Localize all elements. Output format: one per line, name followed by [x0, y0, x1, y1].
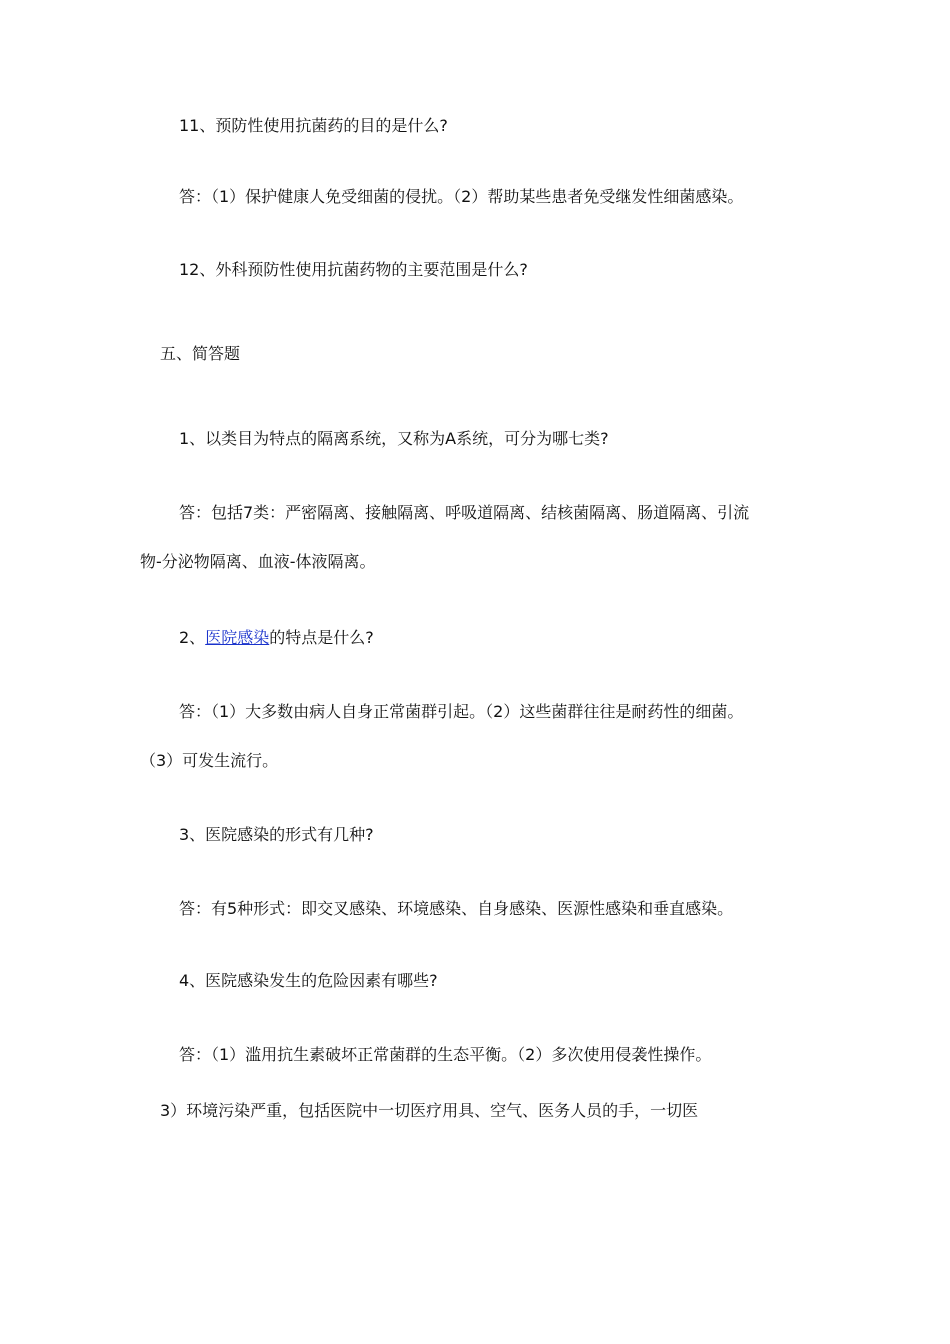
- short-question-1: 1、以类目为特点的隔离系统，又称为A系统，可分为哪七类?: [179, 429, 609, 448]
- short-question-2-suffix: 的特点是什么?: [269, 628, 374, 647]
- short-question-4: 4、医院感染发生的危险因素有哪些?: [179, 971, 438, 990]
- short-question-3: 3、医院感染的形式有几种?: [179, 825, 374, 844]
- short-answer-4-line-2: 3）环境污染严重，包括医院中一切医疗用具、空气、医务人员的手，一切医: [160, 1101, 699, 1120]
- question-11: 11、预防性使用抗菌药的目的是什么?: [179, 116, 448, 135]
- hospital-infection-link[interactable]: 医院感染: [205, 628, 270, 647]
- short-answer-4-line-1: 答：（1）滥用抗生素破坏正常菌群的生态平衡。（2）多次使用侵袭性操作。: [179, 1045, 712, 1064]
- short-answer-3: 答：有5种形式：即交叉感染、环境感染、自身感染、医源性感染和垂直感染。: [179, 899, 734, 918]
- short-answer-2-line-2: （3）可发生流行。: [140, 751, 279, 770]
- short-answer-1-line-1: 答：包括7类：严密隔离、接触隔离、呼吸道隔离、结核菌隔离、肠道隔离、引流: [179, 503, 750, 522]
- section-title: 五、简答题: [160, 344, 241, 363]
- answer-11: 答：（1）保护健康人免受细菌的侵扰。（2）帮助某些患者免受继发性细菌感染。: [179, 187, 744, 206]
- short-answer-1-line-2: 物-分泌物隔离、血液-体液隔离。: [140, 552, 376, 571]
- short-question-2: [179, 628, 374, 648]
- short-question-2-prefix: 2、: [179, 628, 206, 647]
- short-answer-2-line-1: 答：（1）大多数由病人自身正常菌群引起。（2）这些菌群往往是耐药性的细菌。: [179, 702, 744, 721]
- question-12: 12、外科预防性使用抗菌药物的主要范围是什么?: [179, 260, 528, 279]
